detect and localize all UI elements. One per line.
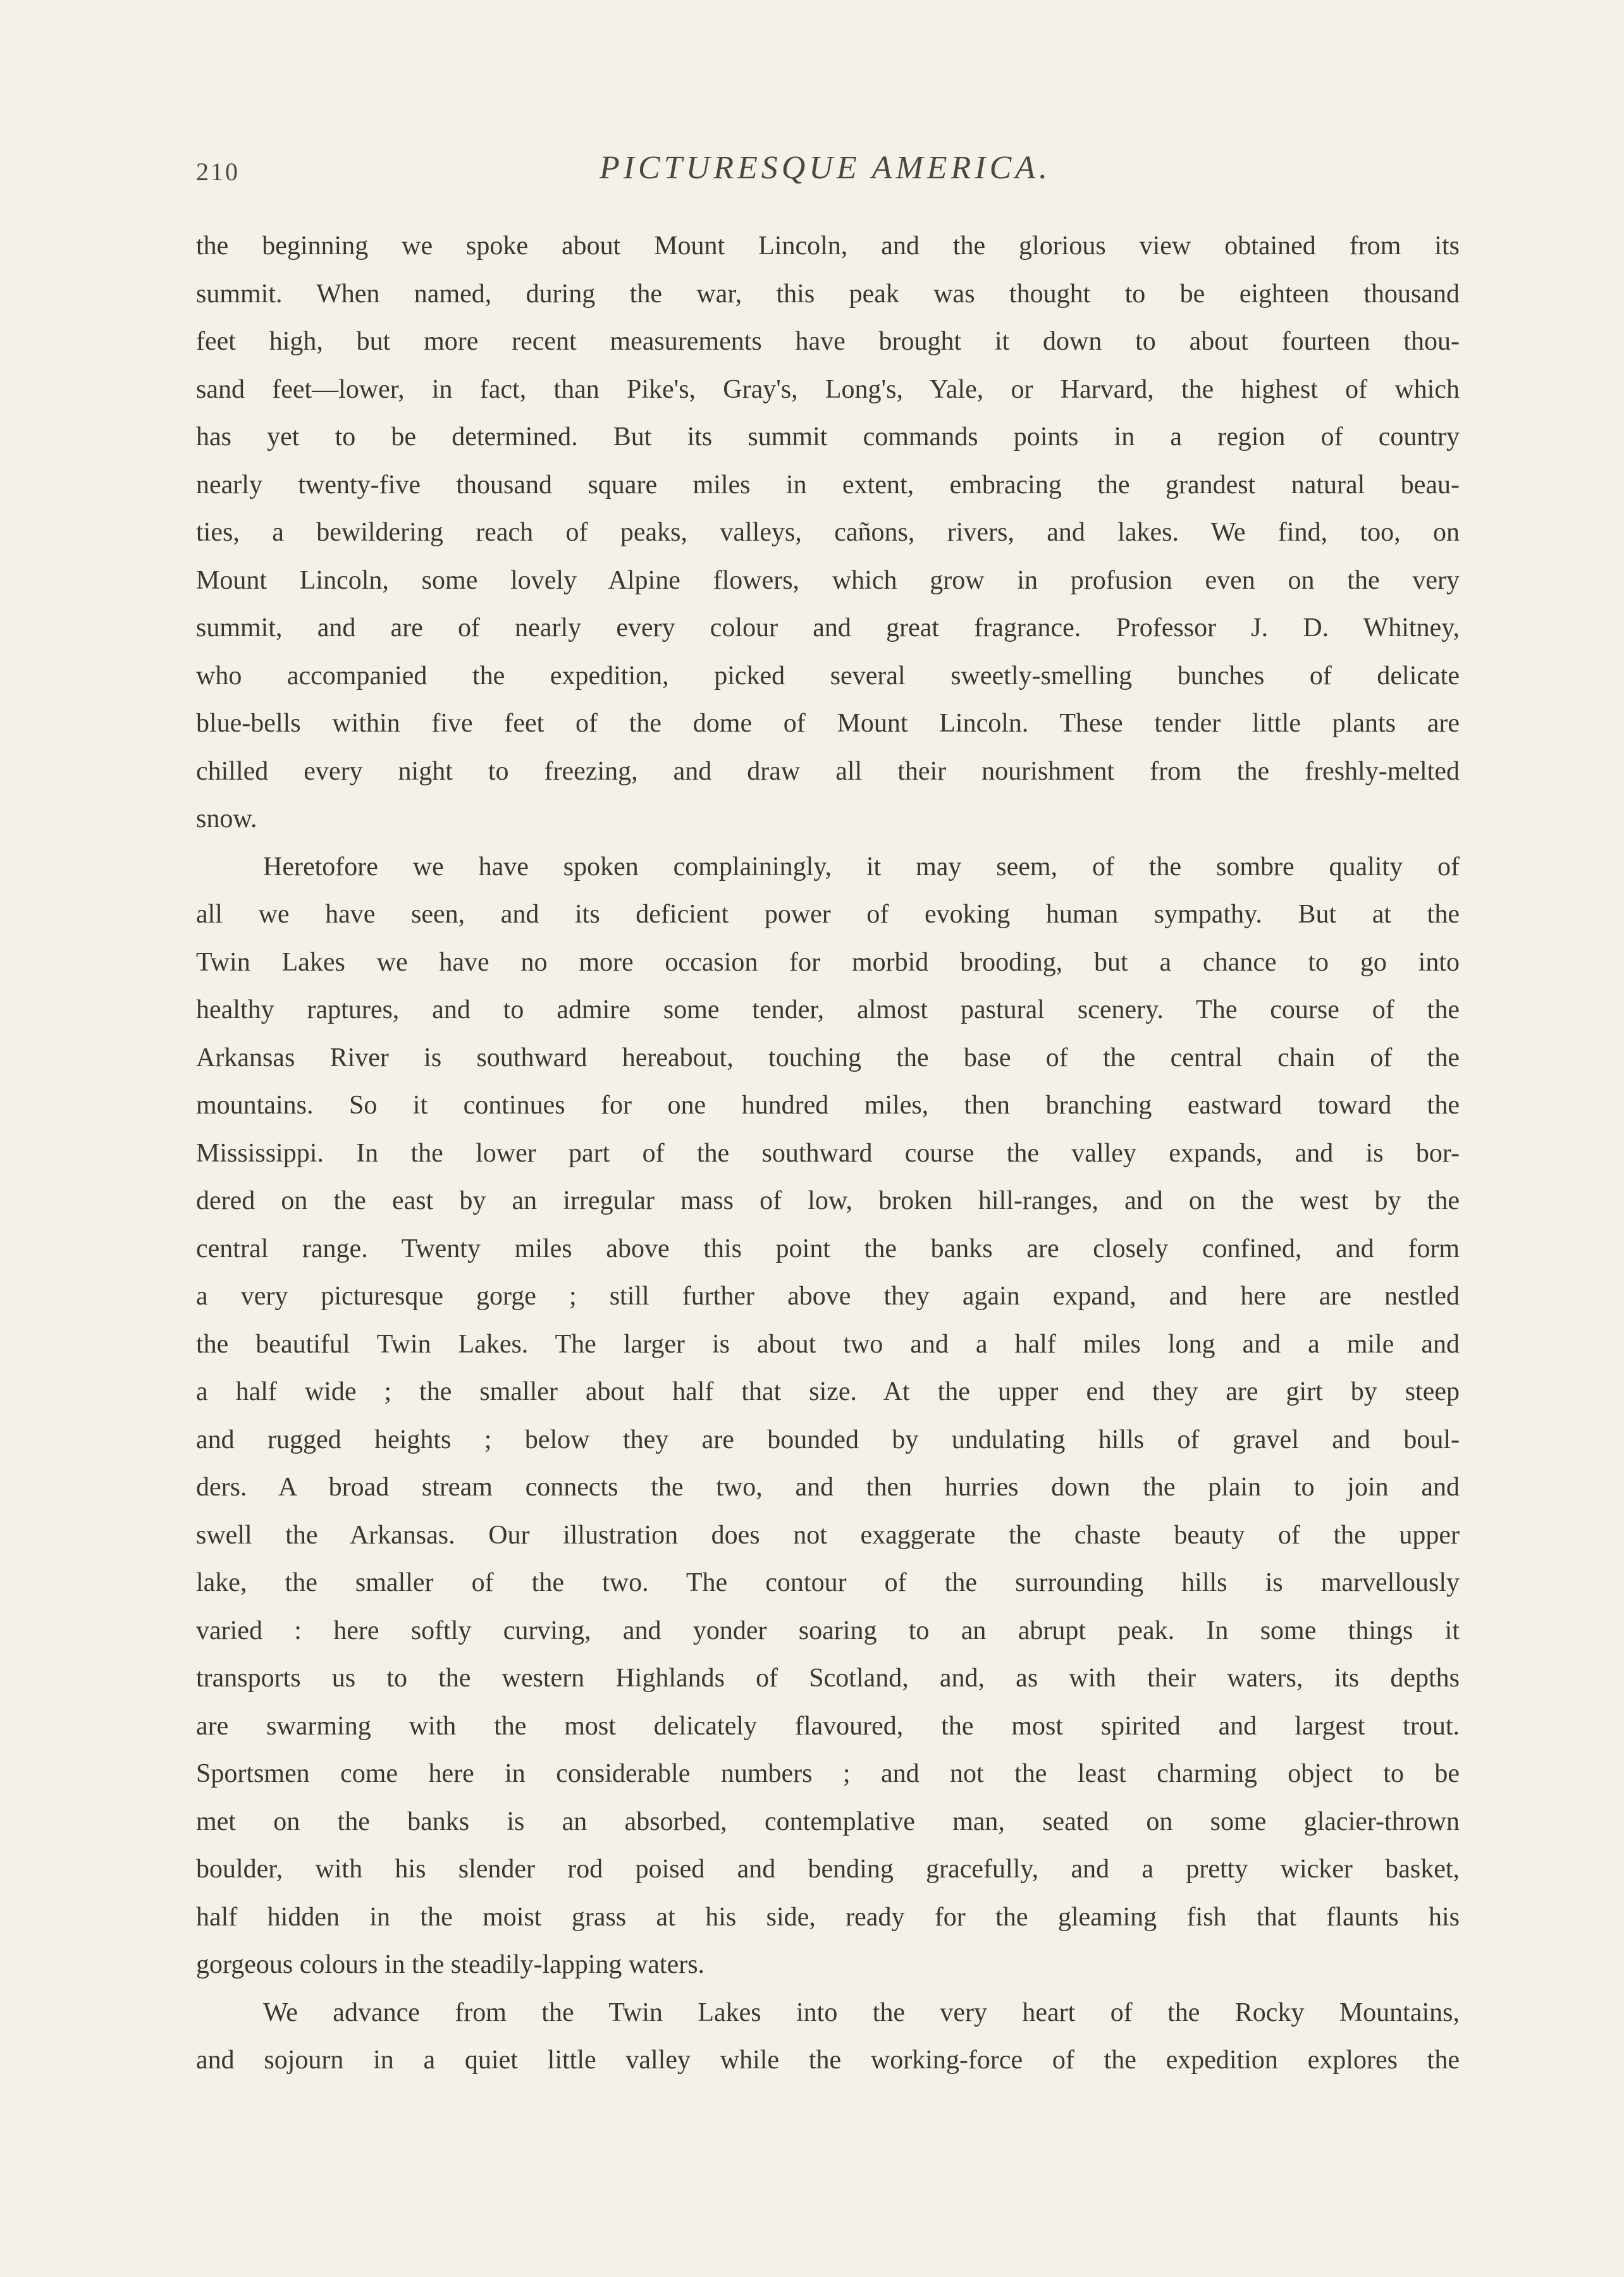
text-line: Twin Lakes we have no more occasion for morbid brooding, but a chance to go into bbox=[196, 947, 1460, 977]
text-line: who accompanied the expedition, picked several sweetly-smelling bunches of delicate bbox=[196, 661, 1460, 690]
text-line: the beautiful Twin Lakes. The larger is about two and a half miles long and a mile and bbox=[196, 1329, 1460, 1359]
text-line: healthy raptures, and to admire some tender, almost pastural scenery. The course of the bbox=[196, 995, 1460, 1024]
text-line: chilled every night to freezing, and draw all their nourishment from the freshly-melted bbox=[196, 756, 1460, 786]
text-line: swell the Arkansas. Our illustration does not exaggerate the chaste beauty of the upper bbox=[196, 1520, 1460, 1550]
text-line: all we have seen, and its deficient power of evoking human sympathy. But at the bbox=[196, 900, 1460, 929]
text-line: gorgeous colours in the steadily-lapping waters. bbox=[196, 1950, 705, 1979]
text-line: We advance from the Twin Lakes into the very heart of the Rocky Mountains, bbox=[263, 1998, 1460, 2027]
text-line: Sportsmen come here in considerable numbers ; and not the least charming object to be bbox=[196, 1759, 1460, 1788]
text-line: ders. A broad stream connects the two, and then hurries down the plain to join and bbox=[196, 1473, 1460, 1502]
text-line: central range. Twenty miles above this point the banks are closely confined, and form bbox=[196, 1234, 1460, 1263]
text-line: snow. bbox=[196, 804, 257, 833]
text-line: a half wide ; the smaller about half that size. At the upper end they are girt by steep bbox=[196, 1377, 1460, 1406]
text-line: met on the banks is an absorbed, contemplative man, seated on some glacier-thrown bbox=[196, 1807, 1460, 1836]
text-line: lake, the smaller of the two. The contour of the surrounding hills is marvellously bbox=[196, 1568, 1460, 1597]
text-line: transports us to the western Highlands of Scotland, and, as with their waters, its depths bbox=[196, 1664, 1460, 1693]
text-line: boulder, with his slender rod poised and bending gracefully, and a pretty wicker basket, bbox=[196, 1855, 1460, 1884]
text-line: half hidden in the moist grass at his side, ready for the gleaming fish that flaunts his bbox=[196, 1902, 1460, 1932]
text-line: and rugged heights ; below they are bounded by undulating hills of gravel and boul- bbox=[196, 1425, 1460, 1454]
text-line: summit. When named, during the war, this peak was thought to be eighteen thousand bbox=[196, 279, 1460, 309]
paragraph-2 bbox=[196, 844, 1460, 1989]
text-line: feet high, but more recent measurements have brought it down to about fourteen thou- bbox=[196, 327, 1460, 356]
text-line: Heretofore we have spoken complainingly, it may seem, of the sombre quality of bbox=[263, 852, 1460, 881]
text-line: varied : here softly curving, and yonder soaring to an abrupt peak. In some things it bbox=[196, 1616, 1460, 1645]
text-line: a very picturesque gorge ; still further above they again expand, and here are nestled bbox=[196, 1282, 1460, 1311]
text-line: and sojourn in a quiet little valley while the working-force of the expedition explores the bbox=[196, 2046, 1460, 2075]
body-text bbox=[196, 223, 1460, 2085]
text-line: Arkansas River is southward hereabout, touching the base of the central chain of the bbox=[196, 1043, 1460, 1072]
text-line: the beginning we spoke about Mount Lincoln, and the glorious view obtained from its bbox=[196, 231, 1460, 261]
text-line: are swarming with the most delicately flavoured, the most spirited and largest trout. bbox=[196, 1711, 1460, 1741]
text-line: mountains. So it continues for one hundred miles, then branching eastward toward the bbox=[196, 1091, 1460, 1120]
paragraph-3 bbox=[196, 1989, 1460, 2085]
page-number: 210 bbox=[196, 157, 240, 186]
text-line: nearly twenty-five thousand square miles in extent, embracing the grandest natural beau- bbox=[196, 470, 1460, 500]
text-line: dered on the east by an irregular mass of low, broken hill-ranges, and on the west by the bbox=[196, 1186, 1460, 1215]
text-line: has yet to be determined. But its summit commands points in a region of country bbox=[196, 422, 1460, 451]
running-title: PICTURESQUE AMERICA. bbox=[599, 150, 1052, 186]
paragraph-1 bbox=[196, 223, 1460, 844]
text-line: Mount Lincoln, some lovely Alpine flowers, which grow in profusion even on the very bbox=[196, 565, 1460, 595]
text-line: summit, and are of nearly every colour and great fragrance. Professor J. D. Whitney, bbox=[196, 613, 1460, 642]
text-line: Mississippi. In the lower part of the southward course the valley expands, and is bor- bbox=[196, 1138, 1460, 1168]
text-line: ties, a bewildering reach of peaks, valleys, cañons, rivers, and lakes. We find, too, on bbox=[196, 518, 1460, 547]
text-line: blue-bells within five feet of the dome of Mount Lincoln. These tender little plants are bbox=[196, 709, 1460, 738]
text-line: sand feet—lower, in fact, than Pike's, Gray's, Long's, Yale, or Harvard, the highest of which bbox=[196, 374, 1460, 404]
page-header bbox=[196, 149, 1455, 200]
